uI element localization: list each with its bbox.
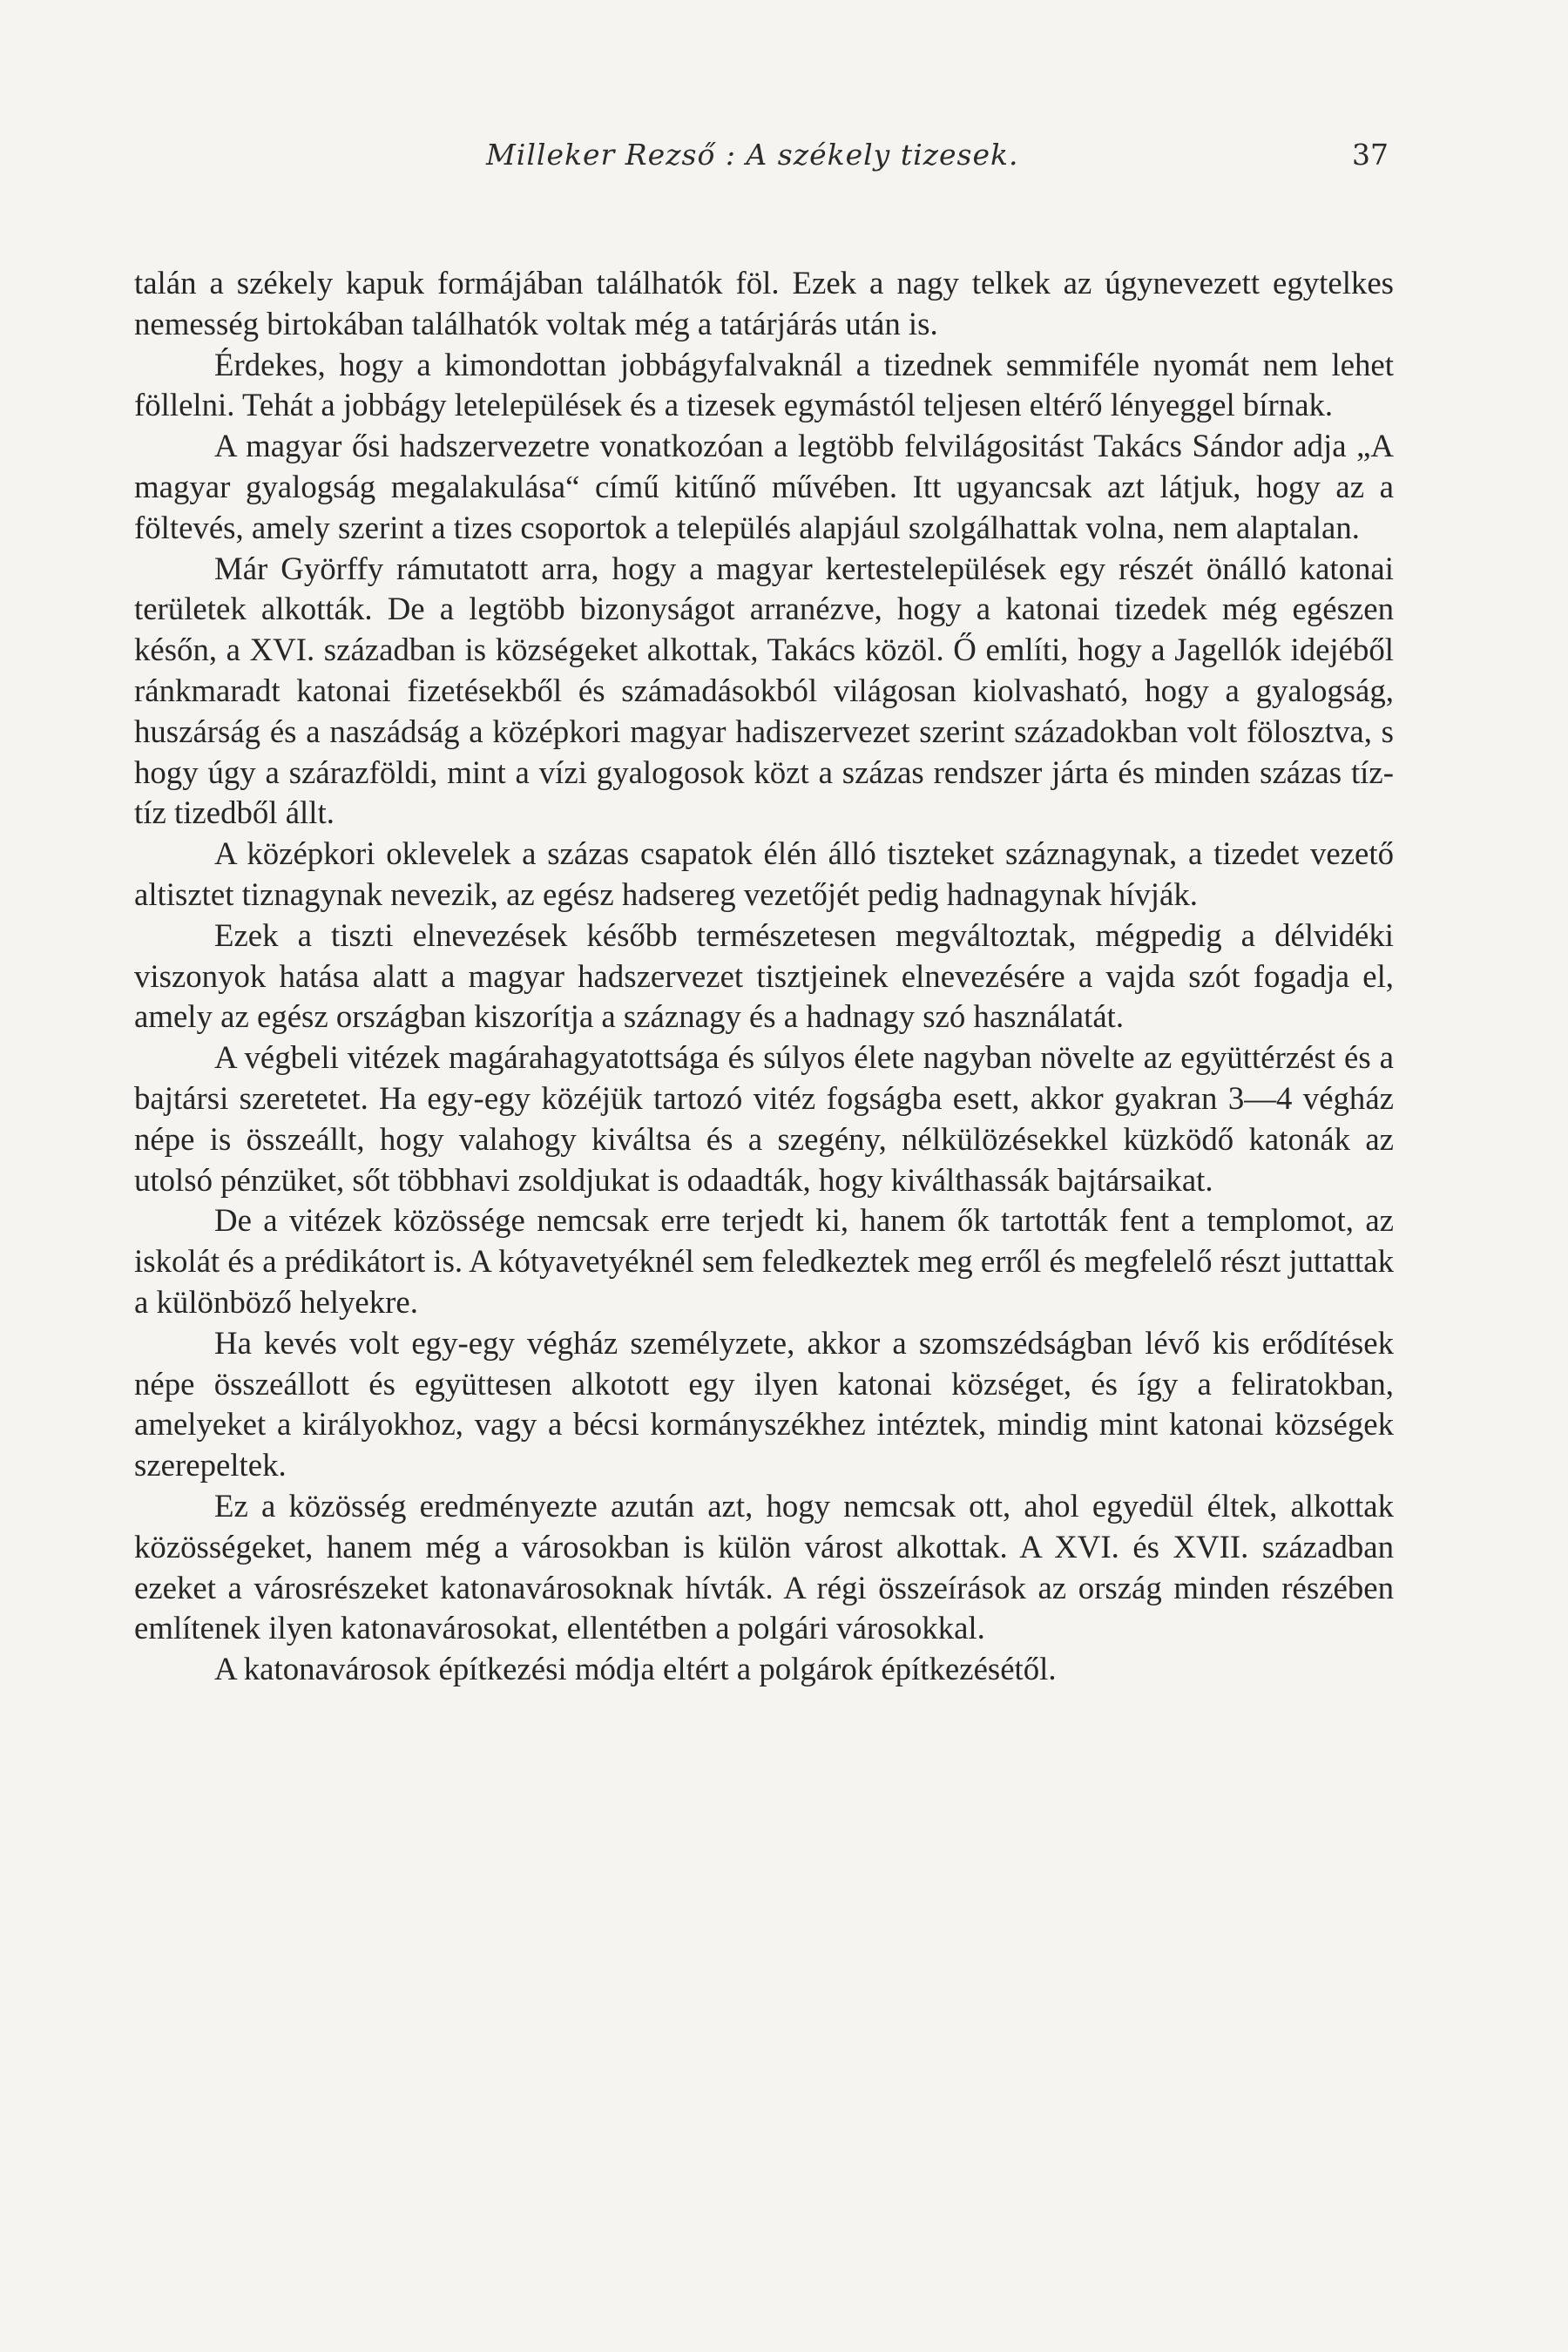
paragraph-oklevelek: A középkori oklevelek a százas csapatok élén álló tiszteket száznagynak, a tizedet vezető altisztet tiznagynak nevezik, az egész hadsereg vezetőjét pedig hadnagynak hívják. bbox=[134, 835, 1394, 912]
paragraph-tiszti-elnevezesek: Ezek a tiszti elnevezések később természetesen megváltoztak, mégpedig a délvidéki viszonyok hatása alatt a magyar hadszervezet tisztjeinek elnevezésére a vajda szót fogadja el, amely az egész országban kiszorítja a száznagy és a hadnagy szó használatát. bbox=[134, 916, 1394, 1035]
paragraph-jobbagyfalvak: Érdekes, hogy a kimondottan jobbágyfalvaknál a tizednek semmiféle nyomát nem lehet föllelni. Tehát a jobbágy letelepülések és a tizesek egymástól teljesen eltérő lényeggel bírnak. bbox=[134, 346, 1394, 423]
paragraph-gyorffy: Már Györffy rámutatott arra, hogy a magyar kertestelepülések egy részét önálló katonai területek alkották. De a legtöbb bizonyságot arranézve, hogy a katonai tizedek még egészen későn, a XVI. században is községeket alkottak, Takács közöl. Ő említi, hogy a Jagellók idejéből ránkmaradt katonai fizetésekből és számadásokból világosan kiolvasható, hogy a gyalogság, huszárság és a naszádság a középkori magyar hadiszervezet szerint századokban volt fölosztva, s hogy úgy a szárazföldi, mint a vízi gyalogosok közt a százas rendszer járta és minden százas tíz-tíz tizedből állt. bbox=[134, 550, 1394, 831]
paragraph-katonavarosok: Ez a közösség eredményezte azután azt, hogy nemcsak ott, ahol egyedül éltek, alkottak közösségeket, hanem még a városokban is külön várost alkottak. A XVI. és XVII. században ezeket a városrészeket katonavárosoknak hívták. A régi összeírások az ország minden részében említenek ilyen katonavárosokat, ellentétben a polgári városokkal. bbox=[134, 1487, 1394, 1646]
running-head bbox=[0, 138, 1568, 190]
paragraph-vegbeli-vitezek: A végbeli vitézek magárahagyatottsága és súlyos élete nagyban növelte az együttérzést és a bajtársi szeretetet. Ha egy-egy közéjük tartozó vitéz fogságba esett, akkor gyakran 3—4 végház népe is összeállt, hogy valahogy kiváltsa és a szegény, nélkülözésekkel küzködő katonák az utolsó pénzüket, sőt többhavi zsoldjukat is odaadták, hogy kiválthassák bajtársaikat. bbox=[134, 1039, 1394, 1198]
paragraph-hadszervezet: A magyar ősi hadszervezetre vonatkozóan a legtöbb felvilágositást Takács Sándor adja „A magyar gyalogság megalakulása“ című kitűnő művében. Itt ugyancsak azt látjuk, hogy az a föltevés, amely szerint a tizes csoportok a település alapjául szolgálhattak volna, nem alaptalan. bbox=[134, 428, 1394, 545]
running-title: Milleker Rezső : A székely tizesek. bbox=[486, 138, 1019, 172]
page-number: 37 bbox=[1352, 138, 1389, 172]
paragraph-vegház-szemelyzete: Ha kevés volt egy-egy végház személyzete, akkor a szomszédságban lévő kis erődítések népe összeállott és együttesen alkotott egy ilyen katonai községet, és így a feliratokban, amelyeket a királyokhoz, vagy a bécsi kormányszékhez intéztek, mindig mint katonai községek szerepeltek. bbox=[134, 1324, 1394, 1484]
paragraph-epitkezesi-mod: A katonavárosok építkezési módja eltért a polgárok építkezésétől. bbox=[214, 1651, 1057, 1687]
paragraph-kozosseg: De a vitézek közössége nemcsak erre terjedt ki, hanem ők tartották fent a templomot, az iskolát és a prédikátort is. A kótyavetyéknél sem feledkeztek meg erről és megfelelő részt juttattak a különböző helyekre. bbox=[134, 1202, 1394, 1320]
paragraph-continuation: talán a székely kapuk formájában találhatók föl. Ezek a nagy telkek az úgynevezett egytelkes nemesség birtokában találhatók voltak még a tatárjárás után is. bbox=[134, 265, 1394, 341]
body-text bbox=[134, 263, 1394, 1690]
